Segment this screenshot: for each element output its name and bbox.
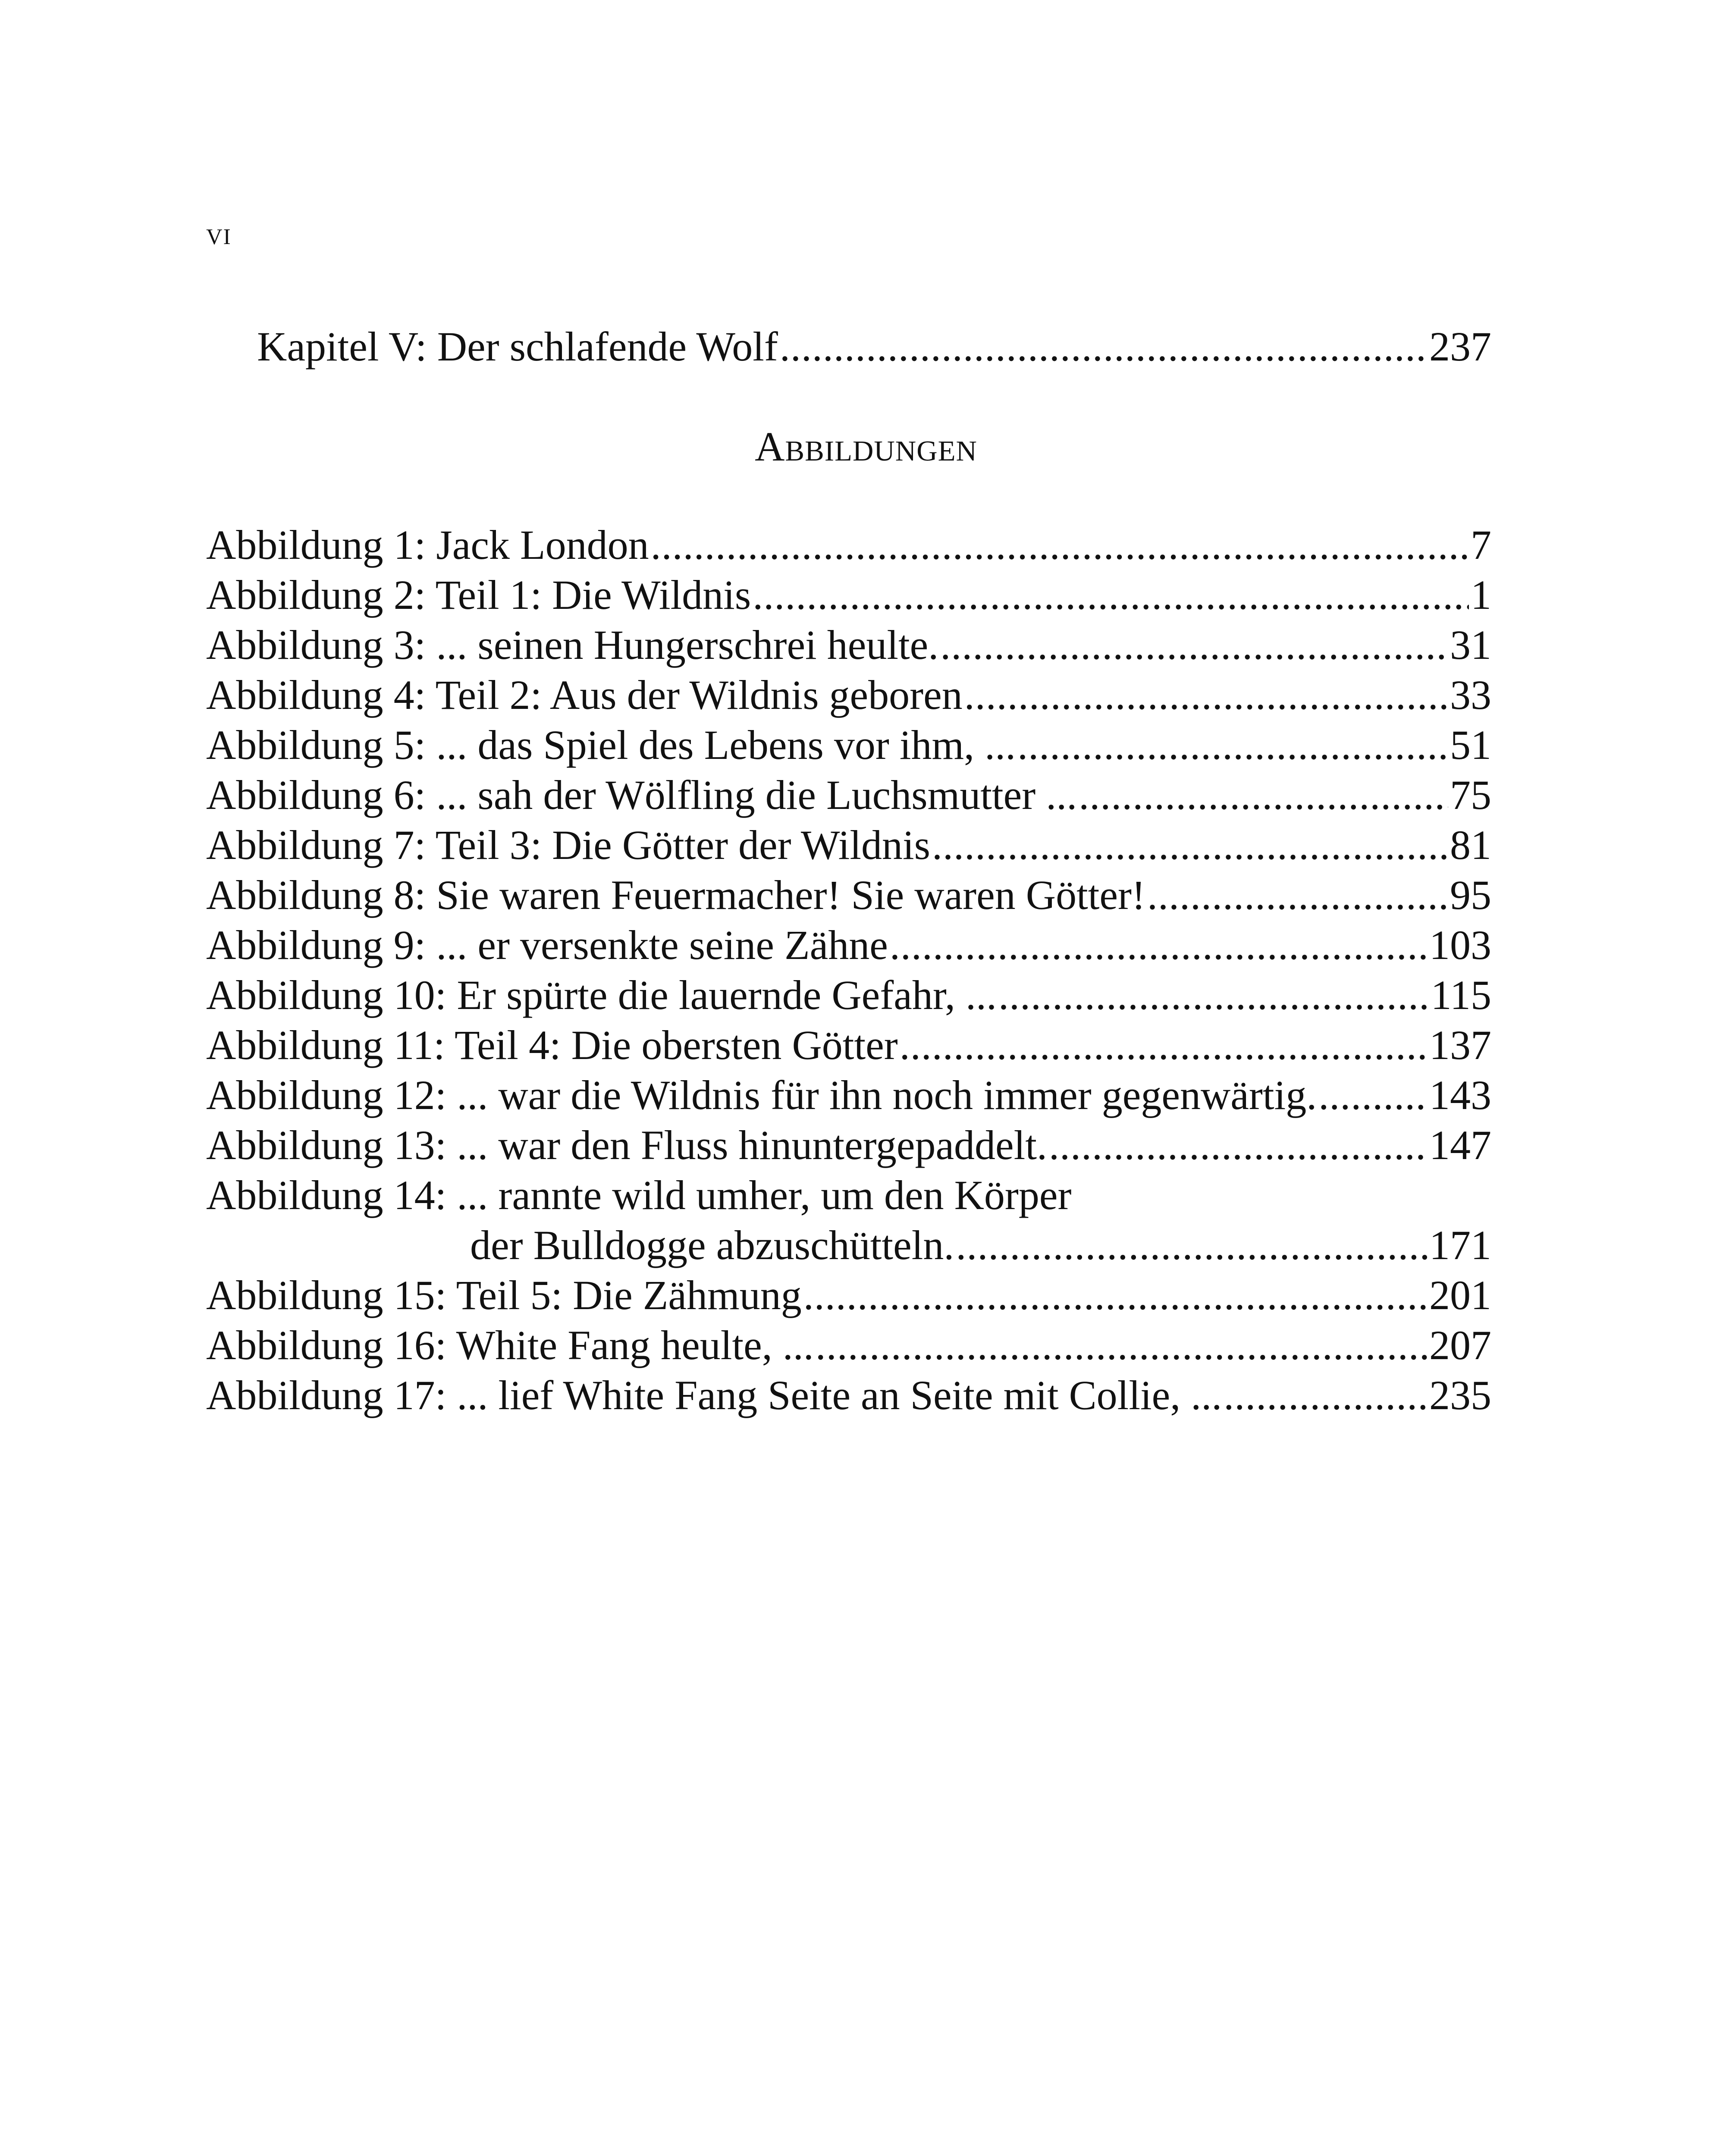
- dot-leader: [956, 1220, 1428, 1271]
- toc-entry-title: Kapitel V: Der schlafende Wolf: [257, 323, 778, 370]
- figure-entry-page: 7: [1471, 522, 1491, 568]
- figure-entry-title: Abbildung 9: ... er versenkte seine Zähne: [206, 922, 888, 968]
- figure-entry: [206, 920, 1491, 971]
- figure-entry-title: Abbildung 5: ... das Spiel des Lebens vor ihm, ...: [206, 722, 1016, 768]
- figure-entry: [206, 820, 1491, 871]
- figure-entry: [206, 970, 1491, 1021]
- figure-entry: [206, 620, 1491, 671]
- figure-entry-page: 207: [1429, 1322, 1491, 1368]
- figure-entry-page: 81: [1450, 822, 1491, 868]
- figure-entry: [206, 720, 1491, 771]
- toc-entry-page: 237: [1429, 323, 1491, 370]
- dot-leader: [1017, 720, 1448, 771]
- figure-entry-first-line: [206, 1170, 1491, 1221]
- figure-entry-page: 201: [1429, 1272, 1491, 1318]
- figure-entry: [206, 1320, 1491, 1371]
- dot-leader: [780, 321, 1428, 372]
- figure-entry: [206, 1270, 1491, 1321]
- figure-entry-page: 51: [1450, 722, 1491, 768]
- figure-entry: [206, 1020, 1491, 1071]
- dot-leader: [998, 970, 1429, 1021]
- figure-entry-page: 235: [1429, 1372, 1491, 1418]
- figure-entry-title: Abbildung 14: ... rannte wild umher, um den Körper: [206, 1172, 1072, 1218]
- figure-entry: [206, 570, 1491, 620]
- dot-leader: [803, 1270, 1428, 1321]
- dot-leader: [890, 920, 1428, 971]
- figure-entry: [206, 520, 1491, 570]
- figure-entry: [206, 670, 1491, 721]
- page-number: VI: [206, 225, 232, 249]
- figure-entry-page: 1: [1471, 572, 1491, 618]
- figure-entry-page: 95: [1450, 872, 1491, 918]
- figure-entry: [206, 770, 1491, 821]
- figure-entry: [206, 870, 1491, 921]
- figure-entry-page: 115: [1431, 972, 1491, 1018]
- figure-entry-title: Abbildung 17: ... lief White Fang Seite an Seite mit Collie, ...: [206, 1372, 1222, 1418]
- dot-leader: [816, 1320, 1428, 1371]
- figure-entry-title: Abbildung 10: Er spürte die lauernde Gefahr, ...: [206, 972, 997, 1018]
- dot-leader: [900, 1020, 1428, 1071]
- figure-entry-title: Abbildung 15: Teil 5: Die Zähmung: [206, 1272, 802, 1318]
- dot-leader: [1147, 870, 1448, 921]
- dot-leader: [940, 620, 1448, 671]
- dot-leader: [753, 570, 1469, 620]
- figure-entry-title: Abbildung 4: Teil 2: Aus der Wildnis geboren: [206, 672, 963, 718]
- dot-leader: [651, 520, 1469, 570]
- figure-entry-page: 147: [1429, 1122, 1491, 1168]
- figure-entry-title: Abbildung 1: Jack London: [206, 522, 649, 568]
- dot-leader: [1049, 1120, 1428, 1171]
- figure-entry-title: Abbildung 7: Teil 3: Die Götter der Wildnis: [206, 822, 931, 868]
- dot-leader: [964, 670, 1448, 721]
- dot-leader: [932, 820, 1448, 871]
- figure-entry-title: Abbildung 16: White Fang heulte, ...: [206, 1322, 814, 1368]
- figure-entry-title: Abbildung 6: ... sah der Wölfling die Luchsmutter ...: [206, 772, 1077, 818]
- figure-entry: [206, 1120, 1491, 1171]
- section-heading: Abbildungen: [755, 423, 977, 470]
- figure-entry-page: 137: [1429, 1022, 1491, 1068]
- figure-entry-title-continuation: der Bulldogge abzuschütteln.: [470, 1222, 954, 1268]
- dot-leader: [1079, 770, 1448, 821]
- figure-entry: [206, 1370, 1491, 1421]
- figure-entry-title: Abbildung 3: ... seinen Hungerschrei heulte.: [206, 622, 939, 668]
- figure-entry-title: Abbildung 12: ... war die Wildnis für ihn noch immer gegenwärtig.: [206, 1072, 1317, 1118]
- toc-entry-chapter: [257, 321, 1491, 372]
- figure-entry-page: 75: [1450, 772, 1491, 818]
- figure-entry: [206, 1070, 1491, 1121]
- figure-entry-page: 103: [1429, 922, 1491, 968]
- dot-leader: [1318, 1070, 1428, 1121]
- figure-entry-title: Abbildung 11: Teil 4: Die obersten Götter: [206, 1022, 898, 1068]
- figure-entry-page: 143: [1429, 1072, 1491, 1118]
- figure-entry-title: Abbildung 8: Sie waren Feuermacher! Sie waren Götter!: [206, 872, 1145, 918]
- figure-entry-title: Abbildung 2: Teil 1: Die Wildnis: [206, 572, 751, 618]
- figure-entry-page: 171: [1429, 1222, 1491, 1268]
- figure-entry-page: 31: [1450, 622, 1491, 668]
- figure-entry-page: 33: [1450, 672, 1491, 718]
- figure-entry-continuation: [470, 1220, 1491, 1271]
- figure-entry-title: Abbildung 13: ... war den Fluss hinuntergepaddelt.: [206, 1122, 1047, 1168]
- dot-leader: [1224, 1370, 1428, 1421]
